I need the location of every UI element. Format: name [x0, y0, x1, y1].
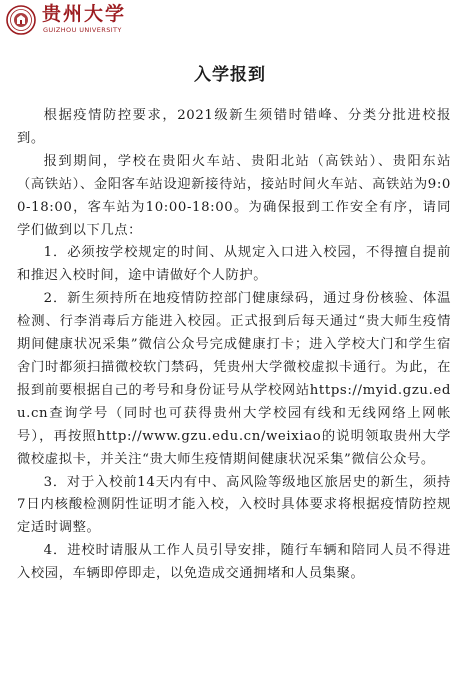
paragraph-intro: 根据疫情防控要求，2021级新生须错时错峰、分类分批进校报到。 [17, 108, 451, 146]
paragraph-point-4: 4．进校时请服从工作人员引导安排，随行车辆和陪同人员不得进入校园，车辆即停即走，以免造成交通拥堵和人员集聚。 [17, 543, 451, 582]
university-logo-name: 贵州大学 [42, 3, 127, 25]
paragraph-point-3: 3．对于入校前14天内有中、高风险等级地区旅居史的新生，须持7日内核酸检测阴性证明才能入校，入校时具体要求将根据疫情防控规定适时调整。 [17, 474, 451, 536]
paragraph-stations: 报到期间，学校在贵阳火车站、贵阳北站（高铁站）、贵阳东站（高铁站）、金阳客车站设迎新接待站，接站时间火车站、高铁站为9:00-18:00，客车站为10:00-18:00。为确保报到工作安全有序，请同学们做到以下几点： [17, 153, 451, 238]
paragraph-point-1: 1．必须按学校规定的时间、从规定入口进入校园，不得擅自提前和推迟入校时间，途中请做好个人防护。 [17, 245, 451, 284]
paragraph-point-2: 2．新生须持所在地疫情防控部门健康绿码，通过身份核验、体温检测、行李消毒后方能进入校园。正式报到后每天通过“贵大师生疫情期间健康状况采集”微信公众号完成健康打卡；进入学校大门和学生宿舍门时都须扫描微校软门禁码，凭贵州大学微校虚拟卡通行。为此，在报到前要根据自己的考号和身份证号从学校网站https://myid.gzu.edu.cn查询学号（同时也可获得贵州大学校园有线和无线网络上网帐号），再按照http://www.gzu.edu.cn/weixiao的说明领取贵州大学微校虚拟卡，并关注“贵大师生疫情期间健康状况采集”微信公众号。 [17, 291, 451, 467]
university-logo-subtitle: GUIZHOU UNIVERSITY [43, 26, 122, 34]
article-body [17, 105, 451, 586]
university-seal-icon [6, 5, 36, 35]
page-header [0, 0, 460, 44]
page-title: 入学报到 [194, 65, 266, 85]
